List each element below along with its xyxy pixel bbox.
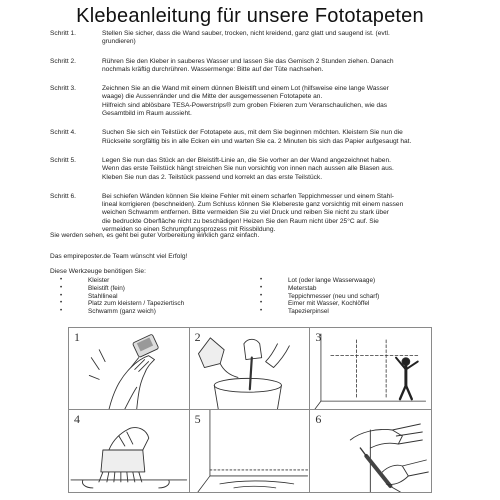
- step-text-line: Kleben Sie nun das 2. Teilstück passend und korrekt an das erste Teilstück.: [102, 173, 323, 181]
- step-text-line: Suchen Sie sich ein Teilstück der Fototapete aus, mit dem Sie beginnen möchten. Kleistern Sie nun die: [102, 129, 403, 137]
- step-4: [50, 129, 470, 146]
- step-text: [102, 30, 470, 47]
- tool-name: Schwamm (ganz weich): [88, 308, 156, 316]
- step-text-line: vermeiden so einen Schrumpfungsprozess mit Rissbildung.: [102, 226, 276, 234]
- step-1: [50, 30, 470, 47]
- tool-item: [60, 293, 240, 301]
- tool-spacer: [60, 316, 240, 324]
- tool-item: [60, 285, 240, 293]
- panel-2: [190, 328, 311, 410]
- step-text-line: nochmals kräftig durchrühren. Wassermenge: Bitte auf der Tüte nachsehen.: [102, 65, 324, 73]
- panel-4: [69, 410, 190, 492]
- step-label: Schritt 3.: [50, 85, 77, 93]
- tool-item: [260, 285, 440, 293]
- tool-name: Lot (oder lange Wasserwaage): [288, 277, 376, 284]
- step-text-line: waage) die Aussenränder und die Mitte der ausgemessenen Fototapete an.: [102, 93, 323, 101]
- page-title: Klebeanleitung für unsere Fototapeten: [76, 5, 424, 27]
- tool-name: Kleister: [88, 277, 110, 284]
- step-text-line: Hilfreich sind ablösbare TESA-Powerstrips® zum groben Fixieren zum Veranschaulichen, wie das: [102, 101, 388, 109]
- bullet-icon: •: [260, 300, 263, 307]
- step-text-line: grundieren): [102, 38, 136, 46]
- tool-item: [60, 277, 240, 285]
- step-text: [102, 157, 470, 182]
- tool-name: Tapezierpinsel: [288, 308, 329, 316]
- step-text: [102, 58, 470, 75]
- panel-number: 1: [74, 330, 80, 344]
- tool-item: [60, 308, 240, 316]
- bullet-icon: •: [60, 292, 63, 299]
- steps-list: [50, 30, 470, 234]
- panel-number: 6: [315, 412, 322, 426]
- step-text-line: Stellen Sie sicher, dass die Wand sauber, trocken, nicht kreidend, ganz glatt und saugend ist. (evtl.: [102, 30, 390, 37]
- tool-name: Platz zum kleistern / Tapeziertisch: [88, 300, 185, 308]
- panel-1: [69, 328, 190, 410]
- step-text-line: die bedruckte Oberfläche nicht zu beschädigen! Heizen Sie den Raum nicht über 25°C auf. Sie: [102, 217, 379, 225]
- hand-brush-wall-illustration: [69, 328, 189, 409]
- step-text: [102, 85, 470, 118]
- panel-number: 4: [74, 412, 80, 426]
- team-text: Das empireposter.de Team wünscht viel Erfolg!: [50, 253, 188, 260]
- panel-6: [310, 410, 431, 492]
- step-label: Schritt 1.: [50, 30, 77, 37]
- tools-list: [60, 277, 440, 324]
- step-text: [102, 193, 470, 234]
- encouragement-text: Sie werden sehen, es geht bei guter Vorbereitung wirklich ganz einfach.: [50, 232, 260, 239]
- bullet-icon: •: [60, 308, 63, 315]
- bullet-icon: •: [260, 277, 263, 283]
- panel-number: 2: [194, 330, 201, 344]
- tool-item: [260, 293, 440, 301]
- step-text-line: weichen Schwamm entfernen. Bitte vermeiden Sie zu viel Druck und reiben Sie nicht zu stark über: [102, 209, 389, 217]
- pasting-brush-illustration: [69, 410, 189, 492]
- step-text-line: Gesamtbild im Raum aussieht.: [102, 110, 192, 118]
- step-text-line: lineal korrigieren (beschneiden). Zum Schluss können Sie Klebereste ganz vorsichtig mit einem nassen: [102, 201, 404, 209]
- person-marking-wall-illustration: [310, 328, 431, 409]
- tool-item: [60, 300, 240, 308]
- tool-name: Eimer mit Wasser, Kochlöffel: [288, 300, 370, 308]
- tool-item: [260, 277, 440, 285]
- illustration-grid: [68, 327, 432, 493]
- tool-name: Teppichmesser (neu und scharf): [288, 292, 380, 300]
- bullet-icon: •: [60, 284, 63, 291]
- step-text-line: Wenn das erste Teilstück hängt streichen Sie nun vorsichtig von innen nach aussen alle Blasen aus.: [102, 165, 394, 173]
- tool-name: Stahllineal: [88, 292, 118, 300]
- panel-3: [310, 328, 431, 410]
- tool-item: [260, 300, 440, 308]
- step-6: [50, 193, 470, 234]
- bullet-icon: •: [60, 300, 63, 307]
- step-text-line: Rühren Sie den Kleber in sauberes Wasser und lassen Sie das Gemisch 2 Stunden ziehen. Danach: [102, 57, 394, 65]
- step-2: [50, 58, 470, 75]
- mixing-bucket-illustration: [190, 328, 310, 409]
- step-label: Schritt 6.: [50, 192, 77, 200]
- step-text-line: Bei schiefen Wänden können Sie kleine Fehler mit einem scharfen Teppichmesser und einem Stahl-: [102, 192, 394, 200]
- step-text-line: Zeichnen Sie an die Wand mit einem dünnen Bleistift und einem Lot (hilfsweise eine lange Wasser: [102, 85, 389, 93]
- bullet-icon: •: [260, 308, 263, 315]
- bullet-icon: •: [260, 292, 263, 299]
- step-label: Schritt 5.: [50, 156, 77, 164]
- step-text-line: Rückseite sorgfältig bis in alle Ecken ein und warten Sie ca. 2 Minuten bis sich das Papier aufgesaugt hat.: [102, 137, 412, 145]
- tools-heading: Diese Werkzeuge benötigen Sie:: [50, 268, 146, 275]
- step-text: [102, 129, 470, 146]
- step-label: Schritt 4.: [50, 129, 77, 137]
- tool-item: [260, 308, 440, 316]
- step-label: Schritt 2.: [50, 57, 77, 65]
- step-5: [50, 157, 470, 182]
- tool-name: Bleistift (fein): [88, 284, 125, 292]
- trimming-knife-illustration: [310, 410, 431, 492]
- bullet-icon: •: [260, 284, 263, 291]
- panel-5: [190, 410, 311, 492]
- bullet-icon: •: [60, 277, 63, 283]
- hanging-paper-illustration: [190, 410, 310, 492]
- step-3: [50, 85, 470, 118]
- tool-name: Meterstab: [288, 284, 317, 292]
- panel-number: 5: [194, 412, 201, 426]
- step-text-line: Legen Sie nun das Stück an der Bleistift-Linie an, die Sie vorher an der Wand angezeichnet haben.: [102, 156, 391, 164]
- panel-number: 3: [315, 330, 322, 344]
